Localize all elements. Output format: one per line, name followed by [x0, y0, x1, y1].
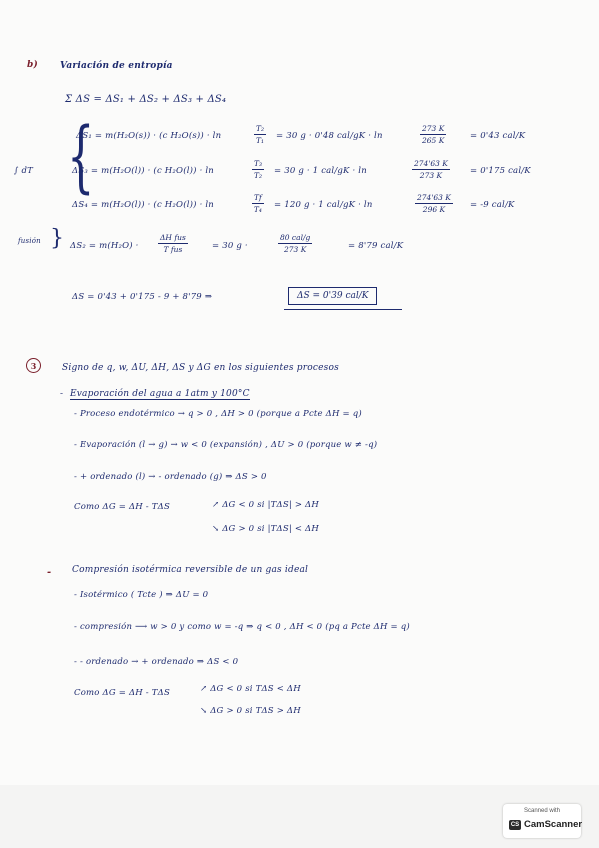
s4-result: = -9 cal/K: [470, 200, 515, 210]
camscanner-logo-icon: CS: [510, 822, 520, 828]
s2-mid: = 30 g ·: [212, 241, 248, 251]
s1-mid: = 30 g · 0'48 cal/gK · ln: [276, 131, 383, 141]
s3-result: = 0'175 cal/K: [470, 166, 531, 176]
s1-frac-2: [420, 124, 446, 145]
s4-frac-2-num: 274'63 K: [417, 193, 451, 202]
evap-line-1: - Proceso endotérmico → q > 0 , ΔH > 0 (porque a Pcte ΔH = q): [74, 409, 362, 419]
comp-line-2: - compresión ⟶ w > 0 y como w = -q ⇒ q < 0 , ΔH < 0 (pq a Pcte ΔH = q): [74, 622, 410, 632]
watermark-name: CamScanner: [524, 819, 583, 830]
s3-frac-2-num: 274'63 K: [414, 159, 448, 168]
s2-frac-1-den: T fus: [163, 245, 183, 254]
entropy-sum: Σ ΔS = ΔS₁ + ΔS₂ + ΔS₃ + ΔS₄: [65, 94, 227, 105]
evap-bullet: -: [60, 389, 64, 399]
box-underline: [284, 309, 402, 310]
s4-frac-1-den: T₄: [253, 205, 262, 214]
s4-frac-2: [415, 193, 453, 214]
s3-frac-2: [412, 159, 450, 180]
s2-result: = 8'79 cal/K: [348, 241, 404, 251]
evap-title: Evaporación del agua a 1atm y 100°C: [70, 389, 250, 399]
comp-como: Como ΔG = ΔH - TΔS: [74, 688, 171, 698]
s1-result: = 0'43 cal/K: [470, 131, 526, 141]
camscanner-watermark: [503, 804, 581, 838]
evap-line-2: - Evaporación (l → g) → w < 0 (expansión) , ΔU > 0 (porque w ≠ -q): [74, 440, 378, 450]
s2-frac-2: [278, 233, 312, 254]
left-brace: {: [67, 112, 95, 202]
total-result-box: ΔS = 0'39 cal/K: [288, 287, 377, 305]
s2-frac-1-num: ΔH fus: [160, 233, 186, 242]
section-3-title: Signo de q, w, ΔU, ΔH, ΔS y ΔG en los siguientes procesos: [62, 363, 339, 373]
s3-left: ΔS₃ = m(H₂O(l)) · (c H₂O(l)) · ln: [72, 166, 214, 176]
comp-line-1: - Isotérmico ( Tcte ) ⇒ ΔU = 0: [74, 590, 209, 600]
s2-frac-2-den: 273 K: [284, 245, 307, 254]
section-3-number: 3: [26, 358, 41, 373]
evap-line-3: - + ordenado (l) → - ordenado (g) ⇒ ΔS > 0: [74, 472, 267, 482]
s2-left: ΔS₂ = m(H₂O) ·: [70, 241, 139, 251]
s2-frac-1: [158, 233, 188, 254]
s3-frac-1-den: T₂: [254, 171, 263, 180]
s3-frac-1: [252, 159, 264, 180]
fusion-brace: }: [50, 226, 64, 251]
comp-case-1: ↗ ΔG < 0 si TΔS < ΔH: [200, 684, 301, 694]
s3-frac-1-num: T₃: [254, 159, 263, 168]
comp-line-3: - - ordenado → + ordenado ⇒ ΔS < 0: [74, 657, 239, 667]
s1-left: ΔS₁ = m(H₂O(s)) · (c H₂O(s)) · ln: [76, 131, 222, 141]
side-note-fusion: fusión: [18, 237, 41, 245]
side-note-dt: ∫ dT: [14, 166, 34, 176]
comp-title: Compresión isotérmica reversible de un gas ideal: [72, 565, 309, 575]
s1-frac-2-num: 273 K: [422, 124, 445, 133]
evap-case-1: ↗ ΔG < 0 si |TΔS| > ΔH: [212, 500, 320, 510]
s4-frac-1: [252, 193, 264, 214]
s4-mid: = 120 g · 1 cal/gK · ln: [274, 200, 373, 210]
s1-frac-1-den: T₁: [256, 136, 265, 145]
s1-frac-2-den: 265 K: [422, 136, 445, 145]
s4-frac-1-num: Tf: [254, 193, 262, 202]
s3-mid: = 30 g · 1 cal/gK · ln: [274, 166, 367, 176]
comp-bullet: -: [47, 567, 52, 578]
evap-como: Como ΔG = ΔH - TΔS: [74, 502, 171, 512]
s3-frac-2-den: 273 K: [419, 171, 443, 180]
evap-case-2: ↘ ΔG > 0 si |TΔS| < ΔH: [212, 524, 320, 534]
s2-frac-2-num: 80 cal/g: [280, 233, 311, 242]
s4-frac-2-den: 296 K: [422, 205, 446, 214]
s1-frac-1-num: T₂: [256, 124, 265, 133]
s4-left: ΔS₄ = m(H₂O(l)) · (c H₂O(l)) · ln: [72, 200, 214, 210]
total-expression: ΔS = 0'43 + 0'175 - 9 + 8'79 ⇒: [72, 292, 213, 302]
watermark-top-text: Scanned with: [523, 808, 561, 814]
section-b-title: Variación de entropía: [60, 61, 173, 71]
s1-frac-1: [254, 124, 266, 145]
section-b-label: b): [27, 60, 38, 70]
comp-case-2: ↘ ΔG > 0 si TΔS > ΔH: [200, 706, 301, 716]
